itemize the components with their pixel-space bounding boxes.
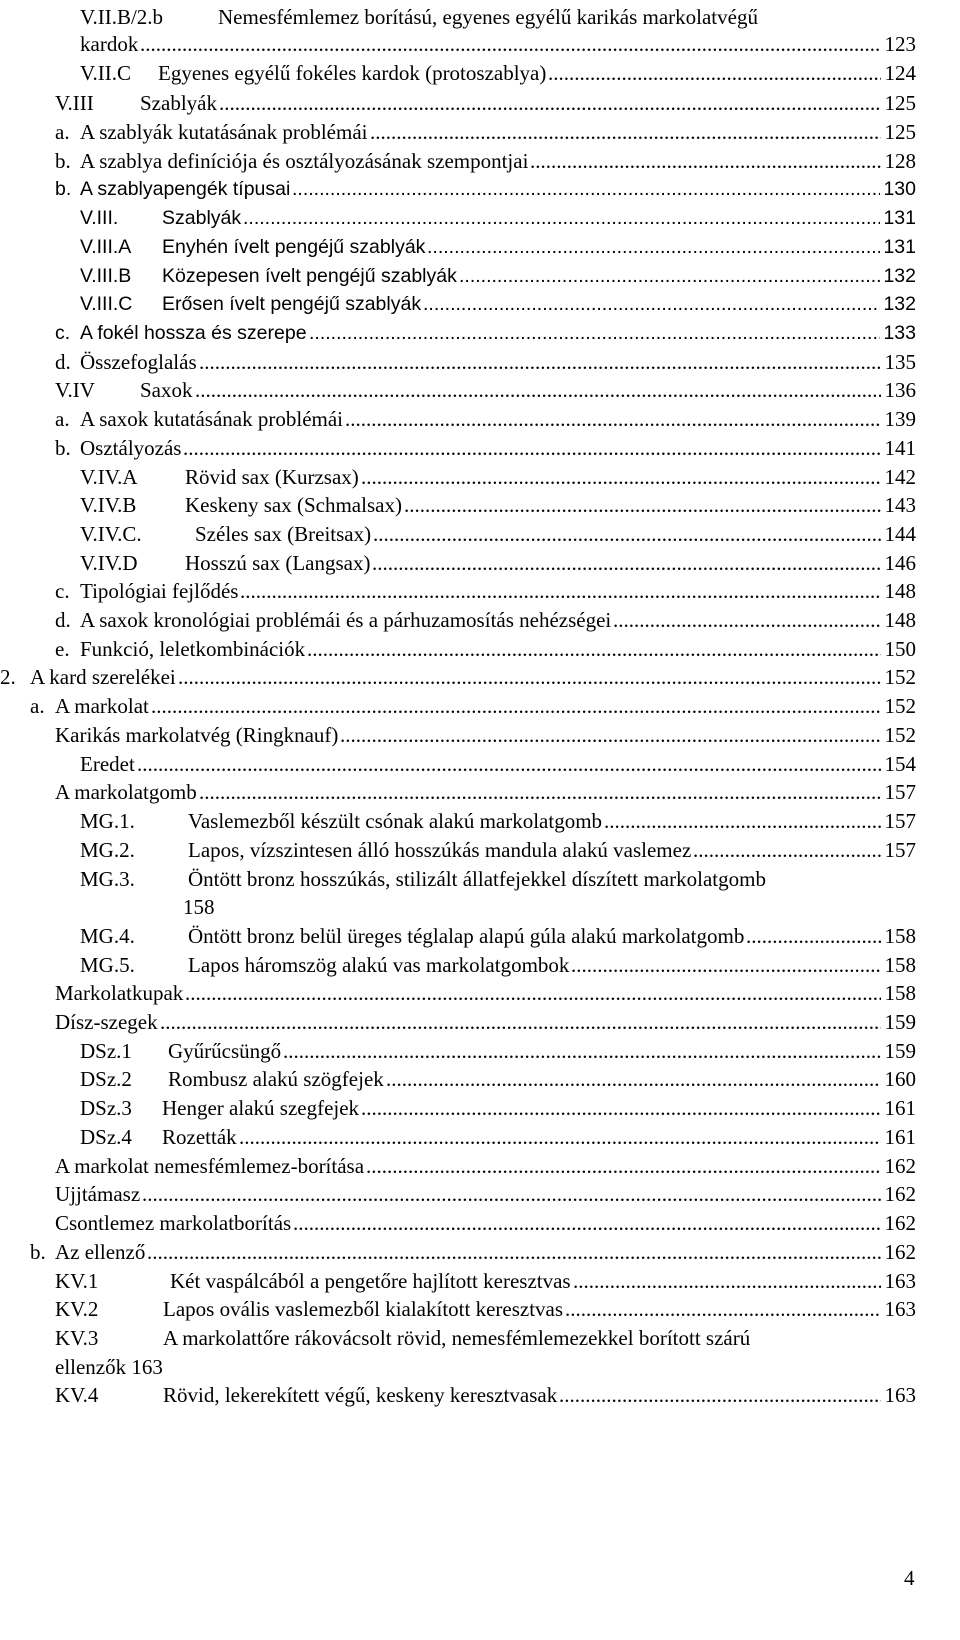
toc-entry-page: 163 [884,1269,916,1293]
toc-entry-number: V.III [55,91,94,115]
toc-entry-title: Két vaspálcából a pengetőre hajlított keresztvas [170,1269,571,1293]
toc-entry-page: 162 [884,1240,916,1264]
toc-entry-page: 163 [884,1297,916,1321]
page-number: 4 [904,1566,915,1590]
toc-entry-page: 144 [884,522,916,546]
toc-entry-page: 123 [884,32,916,56]
toc-entry-page: 131 [883,236,916,258]
toc-entry-title: A markolatgomb [55,780,197,804]
toc-entry-title: Rövid sax (Kurzsax) [185,465,359,489]
toc-entry-number: V.IV.B [80,493,137,517]
toc-entry-number: KV.3 [55,1326,99,1350]
toc-entry-number: b. [30,1240,46,1264]
toc-entry-page: 148 [884,579,916,603]
toc-entry-number: b. [55,149,71,173]
toc-entry-page: 162 [884,1154,916,1178]
toc-entry-title: Széles sax (Breitsax) [195,522,372,546]
toc-entry-page: 150 [884,637,916,661]
toc-entry-page: 161 [884,1125,916,1149]
toc-entry-title: Lapos, vízszintesen álló hosszúkás mandula alakú vaslemez [188,838,692,862]
toc-entry-title: A szablyák kutatásának problémái [80,120,368,144]
toc-entry-title: A saxok kutatásának problémái [80,407,344,431]
toc-entry-number: a. [55,407,70,431]
toc-entry-title: Hosszú sax (Langsax) [185,551,371,575]
toc-entry-page: 125 [884,91,916,115]
toc-entry-number: e. [55,637,70,661]
toc-entry-number: MG.1. [80,809,135,833]
toc-entry-title: ellenzők 163 [55,1355,163,1379]
toc-entry-number: MG.3. [80,867,135,891]
toc-entry-number: DSz.4 [80,1125,132,1149]
toc-entry-number: MG.5. [80,953,135,977]
toc-entry-number: V.II.C [80,61,131,85]
toc-entry-page: 158 [884,953,916,977]
toc-entry-title: A markolattőre rákovácsolt rövid, nemesfémlemezekkel borított szárú [163,1326,751,1350]
toc-entry-page: 133 [883,322,916,344]
toc-entry-page: 157 [884,809,916,833]
toc-entry-title: Enyhén ívelt pengéjű szablyák [162,236,426,258]
toc-entry-page: 125 [884,120,916,144]
toc-entry-page: 141 [884,436,916,460]
toc-entry-number: d. [55,608,71,632]
toc-entry-title: Ujjtámasz [55,1182,141,1206]
toc-entry-page: 163 [884,1383,916,1407]
toc-entry-number: V.IV.C. [80,522,142,546]
toc-entry-number: b. [55,178,72,200]
toc-entry [0,56,916,90]
toc-entry-number: a. [55,120,70,144]
toc-entry-page: 159 [884,1010,916,1034]
toc-entry-title: Vaslemezből készült csónak alakú markolatgomb [188,809,603,833]
toc-entry-title: Öntött bronz belül üreges téglalap alapú gúla alakú markolatgomb [188,924,745,948]
toc-entry-title: 158 [183,895,215,919]
toc-entry-page: 154 [884,752,916,776]
toc-entry-page: 143 [884,493,916,517]
toc-entry-title: Szablyák [140,91,217,115]
toc-entry-title: Tipológiai fejlődés [80,579,239,603]
toc-entry-page: 152 [884,665,916,689]
toc-entry-page: 142 [884,465,916,489]
toc-entry-page: 132 [883,265,916,287]
toc-entry-page: 130 [883,178,916,200]
toc-entry-title: Keskeny sax (Schmalsax) [185,493,402,517]
toc-entry-page: 160 [884,1067,916,1091]
toc-entry-number: DSz.1 [80,1039,132,1063]
toc-entry-page: 159 [884,1039,916,1063]
dot-leader [548,56,881,90]
toc-entry-number: V.III.B [80,265,132,287]
toc-entry-number: c. [55,322,71,344]
toc-entry-page: 158 [884,981,916,1005]
toc-entry [0,1378,916,1412]
toc-entry-number: V.III.A [80,236,132,258]
toc-entry-number: 2. [0,665,16,689]
toc-entry-page: 148 [884,608,916,632]
toc-entry-page: 162 [884,1182,916,1206]
toc-entry-title: Markolatkupak [55,981,184,1005]
toc-entry-title: A markolat [55,694,149,718]
toc-entry-page: 152 [884,694,916,718]
toc-entry-title: Rombusz alakú szögfejek [168,1067,384,1091]
toc-entry-title: Rozetták [162,1125,237,1149]
toc-entry-number: b. [55,436,71,460]
toc-entry-page: 146 [884,551,916,575]
toc-entry-title: Lapos ovális vaslemezből kialakított keresztvas [163,1297,564,1321]
toc-entry-page: 128 [884,149,916,173]
toc-entry-number: KV.1 [55,1269,99,1293]
toc-entry-title: Közepesen ívelt pengéjű szablyák [162,265,457,287]
toc-entry-number: MG.4. [80,924,135,948]
toc-entry-title: A markolat nemesfémlemez-borítása [55,1154,365,1178]
toc-entry-title: A saxok kronológiai problémái és a párhuzamosítás nehézségei [80,608,612,632]
toc-entry-page: 132 [883,293,916,315]
toc-entry-title: Csontlemez markolatborítás [55,1211,292,1235]
toc-entry-number: KV.2 [55,1297,99,1321]
toc-entry-title: kardok [80,32,139,56]
toc-entry-page: 135 [884,350,916,374]
toc-entry-title: Dísz-szegek [55,1010,158,1034]
toc-entry-title: Erősen ívelt pengéjű szablyák [162,293,422,315]
toc-entry-number: V.III.C [80,293,133,315]
toc-entry-number: V.II.B/2.b [80,5,164,29]
toc-entry-number: V.IV [55,378,95,402]
toc-entry-title: Szablyák [162,207,242,229]
toc-entry-page: 124 [884,61,916,85]
toc-entry-title: Összefoglalás [80,350,197,374]
toc-entry-title: Rövid, lekerekített végű, keskeny keresztvasak [163,1383,558,1407]
toc-entry-page: 161 [884,1096,916,1120]
toc-entry-page: 158 [884,924,916,948]
toc-entry-title: Egyenes egyélű fokéles kardok (protoszablya) [158,61,547,85]
toc-entry-number: MG.2. [80,838,135,862]
toc-entry-number: KV.4 [55,1383,99,1407]
toc-entry-title: Henger alakú szegfejek [162,1096,360,1120]
toc-entry-number: V.IV.A [80,465,138,489]
toc-entry-page: 157 [884,780,916,804]
toc-entry-number: V.IV.D [80,551,138,575]
toc-entry-title: Az ellenző [55,1240,146,1264]
toc-entry-page: 139 [884,407,916,431]
toc-entry-page: 157 [884,838,916,862]
toc-entry-title: Eredet [80,752,135,776]
toc-entry-page: 152 [884,723,916,747]
toc-entry-title: Gyűrűcsüngő [168,1039,282,1063]
toc-entry-page: 162 [884,1211,916,1235]
toc-entry-title: A fokél hossza és szerepe [80,322,307,344]
toc-entry-number: a. [30,694,45,718]
toc-entry-title: Osztályozás [80,436,182,460]
toc-entry-number: DSz.2 [80,1067,132,1091]
toc-entry-title: A szablyapengék típusai [80,178,291,200]
toc-entry-title: Lapos háromszög alakú vas markolatgombok [188,953,570,977]
toc-entry-title: Karikás markolatvég (Ringknauf) [55,723,339,747]
toc-entry-title: Öntött bronz hosszúkás, stilizált állatfejekkel díszített markolatgomb [188,867,766,891]
dot-leader [559,1378,881,1412]
toc-entry-title: A szablya definíciója és osztályozásának szempontjai [80,149,529,173]
toc-entry-page: 131 [883,207,916,229]
toc-entry-title: Nemesfémlemez borítású, egyenes egyélű karikás markolatvégű [218,5,758,29]
toc-entry-page: 136 [884,378,916,402]
toc-entry-title: A kard szerelékei [30,665,176,689]
toc-entry-number: d. [55,350,71,374]
toc-entry-number: c. [55,579,70,603]
toc-entry-title: Funkció, leletkombinációk [80,637,306,661]
toc-entry-title: Saxok [140,378,193,402]
toc-entry-number: DSz.3 [80,1096,132,1120]
toc-entry-number: V.III. [80,207,119,229]
